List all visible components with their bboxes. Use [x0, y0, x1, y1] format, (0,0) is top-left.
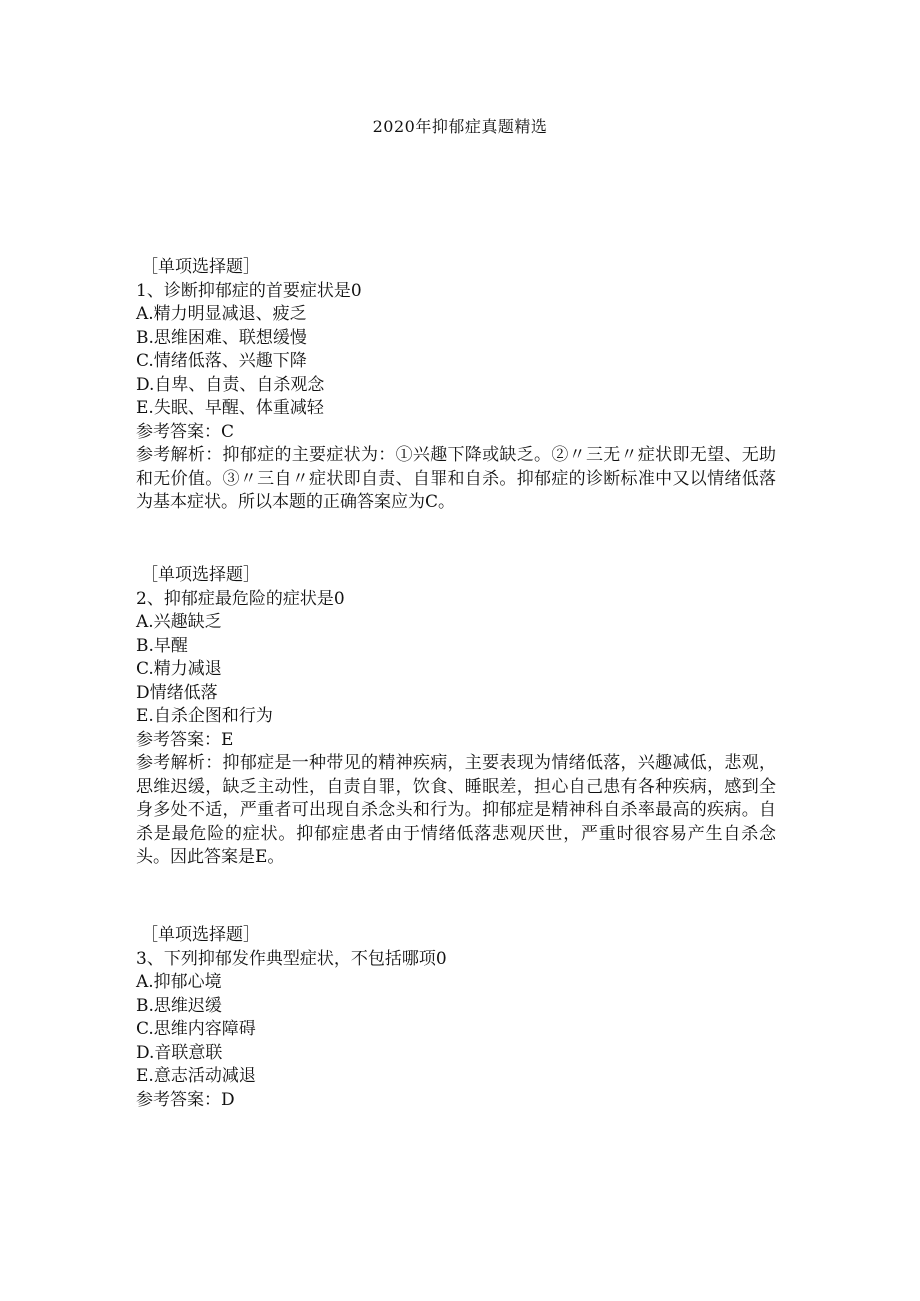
option-e: E.自杀企图和行为 [136, 706, 273, 726]
option-b: B.早醒 [136, 635, 188, 656]
reference-analysis: 参考解析：抑郁症的主要症状为：①兴趣下降或缺乏。②〃三无〃症状即无望、无助和无价值。③〃三自〃症状即自责、自罪和自杀。抑郁症的诊断标准中又以情绪低落为基本症状。所以本题的正确答案应为C。 [136, 445, 776, 512]
question-type: ［单项选择题］ [141, 257, 260, 277]
question-stem: 1、诊断抑郁症的首要症状是0 [136, 280, 362, 301]
option-d: D情绪低落 [136, 682, 218, 703]
option-c: C.精力减退 [136, 659, 222, 679]
option-b: B.思维迟缓 [136, 995, 222, 1016]
option-b: B.思维困难、联想缓慢 [136, 327, 307, 348]
option-e: E.失眠、早醒、体重减轻 [136, 398, 324, 418]
option-c: C.思维内容障碍 [136, 1019, 256, 1039]
question-block [136, 924, 776, 1112]
option-a: A.精力明显减退、疲乏 [136, 304, 307, 324]
question-block [136, 564, 776, 870]
reference-answer: 参考答案：D [136, 1089, 235, 1110]
reference-answer: 参考答案：E [136, 729, 234, 750]
question-type: ［单项选择题］ [141, 925, 260, 945]
question-stem: 3、下列抑郁发作典型症状，不包括哪项0 [136, 948, 447, 969]
reference-answer: 参考答案：C [136, 421, 235, 442]
option-a: A.兴趣缺乏 [136, 612, 222, 632]
option-d: D.音联意联 [136, 1042, 223, 1063]
reference-analysis: 参考解析：抑郁症是一种带见的精神疾病，主要表现为情绪低落，兴趣减低，悲观，思维迟缓，缺乏主动性，自责自罪，饮食、睡眠差，担心自己患有各种疾病，感到全身多处不适，严重者可出现自杀念头和行为。抑郁症是精神科自杀率最高的疾病。自杀是最危险的症状。抑郁症患者由于情绪低落悲观厌世，严重时很容易产生自杀念头。因此答案是E。 [136, 753, 776, 867]
option-d: D.自卑、自责、自杀观念 [136, 374, 325, 395]
option-a: A.抑郁心境 [136, 972, 222, 992]
option-c: C.情绪低落、兴趣下降 [136, 351, 307, 371]
question-type: ［单项选择题］ [141, 565, 260, 585]
option-e: E.意志活动减退 [136, 1066, 256, 1086]
document-title: 2020年抑郁症真题精选 [372, 117, 548, 136]
question-stem: 2、抑郁症最危险的症状是0 [136, 588, 345, 609]
question-block [136, 256, 776, 515]
